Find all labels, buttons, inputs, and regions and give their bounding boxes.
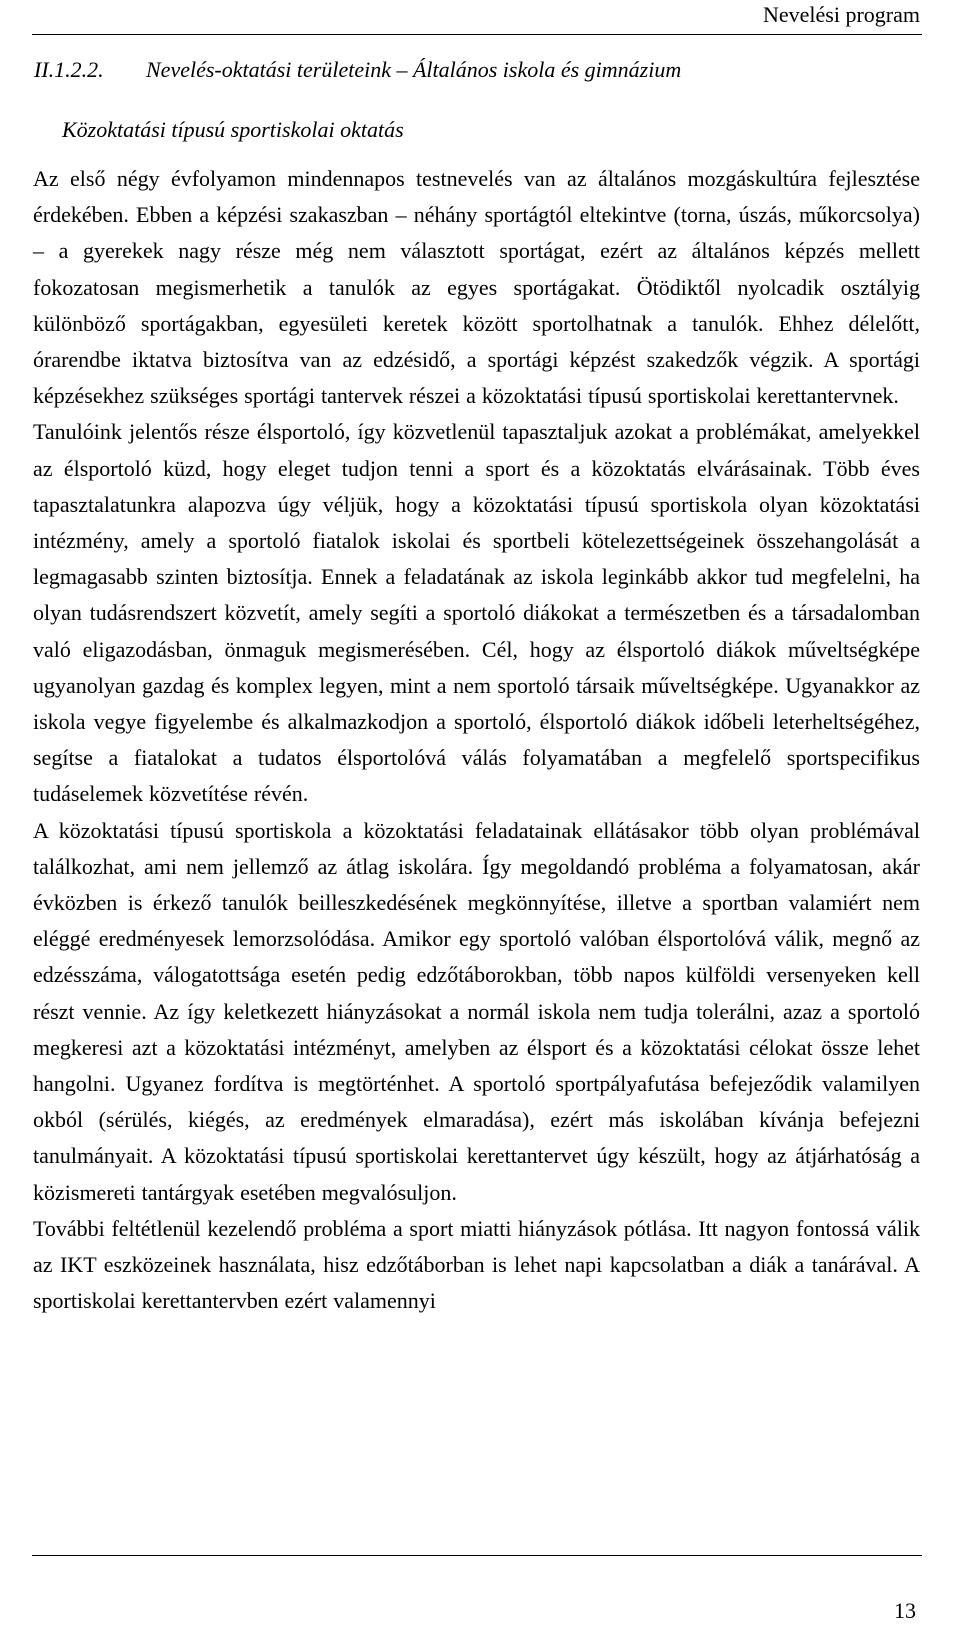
paragraph: Tanulóink jelentős része élsportoló, így közvetlenül tapasztaljuk azokat a problémákat, amelyekkel az élsportoló küzd, hogy eleget tudjon tenni a sport és a közoktatás elvárásainak. Több éves tapasztalatunkra alapozva úgy véljük, hogy a közoktatási típusú sportiskola olyan közoktatási intézmény, amely a sportoló fiatalok iskolai és sportbeli kötelezettségeinek összehangolását a legmagasabb szinten biztosítja. Ennek a feladatának az iskola leginkább akkor tud megfelelni, ha olyan tudásrendszert közvetít, amely segíti a sportoló diákokat a természetben és a társadalomban való eligazodásban, önmaguk megismerésében. Cél, hogy az élsportoló diákok műveltségképe ugyanolyan gazdag és komplex legyen, mint a nem sportoló társaik műveltségképe. Ugyanakkor az iskola vegye figyelembe és alkalmazkodjon a sportoló, élsportoló diákok időbeli leterheltségéhez, segítse a fiatalokat a tudatos élsportolóvá válás folyamatában a megfelelő sportspecifikus tudáselemek közvetítése révén. <box>33 419 920 807</box>
section-title: Nevelés-oktatási területeink – Általános iskola és gimnázium <box>146 57 682 82</box>
page-number: 13 <box>894 1598 916 1623</box>
body-text <box>33 161 920 1320</box>
section-heading <box>34 57 681 83</box>
footer-rule <box>32 1555 922 1556</box>
paragraph: További feltétlenül kezelendő probléma a sport miatti hiányzások pótlása. Itt nagyon fontossá válik az IKT eszközeinek használata, hisz edzőtáborban is lehet napi kapcsolatban a diák a tanárával. A sportiskolai kerettantervben ezért valamennyi <box>33 1215 920 1314</box>
running-header: Nevelési program <box>763 2 920 27</box>
section-number: II.1.2.2. <box>34 57 104 82</box>
paragraph: Az első négy évfolyamon mindennapos testnevelés van az általános mozgáskultúra fejlesztése érdekében. Ebben a képzési szakaszban – néhány sportágtól eltekintve (torna, úszás, műkorcsolya) – a gyerekek nagy része még nem választott sportágat, ezért az általános képzés mellett fokozatosan megismerhetik a tanulók az egyes sportágakat. Ötödiktől nyolcadik osztályig különböző sportágakban, egyesületi keretek között sportolhatnak a tanulók. Ehhez délelőtt, órarendbe iktatva biztosítva van az edzésidő, a sportági képzést szakedzők végzik. A sportági képzésekhez szükséges sportági tantervek részei a közoktatási típusú sportiskolai kerettantervnek. <box>33 166 920 409</box>
paragraph: A közoktatási típusú sportiskola a közoktatási feladatainak ellátásakor több olyan problémával találkozhat, ami nem jellemző az átlag iskolára. Így megoldandó probléma a folyamatosan, akár évközben is érkező tanulók beilleszkedésének megkönnyítése, illetve a sportban valamiért nem eléggé eredményesek lemorzsolódása. Amikor egy sportoló valóban élsportolóvá válik, megnő az edzésszáma, válogatottsága esetén pedig edzőtáborokban, több napos külföldi versenyeken kell részt vennie. Az így keletkezett hiányzásokat a normál iskola nem tudja tolerálni, azaz a sportoló megkeresi azt a közoktatási intézményt, amelyben az élsport és a közoktatási célokat össze lehet hangolni. Ugyanez fordítva is megtörténhet. A sportoló sportpályafutása befejeződik valamilyen okból (sérülés, kiégés, az eredmények elmaradása), ezért más iskolában kívánja befejezni tanulmányait. A közoktatási típusú sportiskolai kerettantervet úgy készült, hogy az átjárhatóság a közismereti tantárgyak esetében megvalósuljon. <box>33 817 920 1205</box>
header-rule <box>32 34 922 35</box>
subsection-heading: Közoktatási típusú sportiskolai oktatás <box>62 117 404 142</box>
